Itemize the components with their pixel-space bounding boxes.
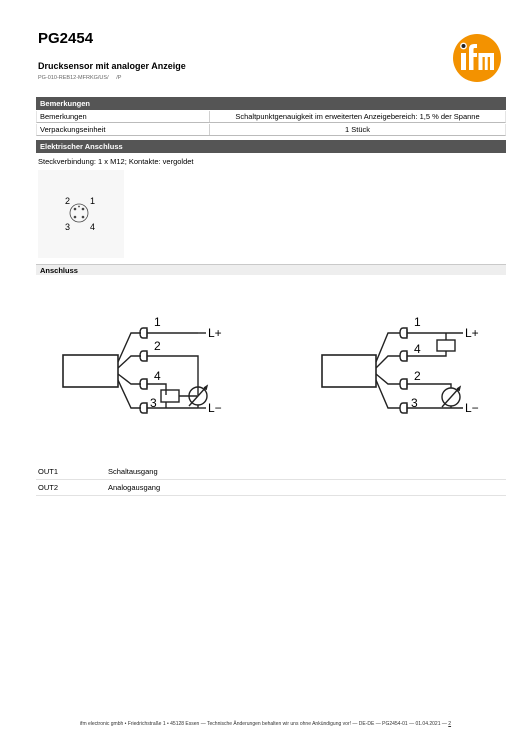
ifm-logo-icon	[452, 33, 502, 83]
wiring-header: Anschluss	[36, 264, 506, 275]
packaging-value: 1 Stück	[209, 124, 505, 135]
pin-label: 1	[90, 196, 96, 206]
connector-contact	[400, 403, 407, 413]
pin-label: 2	[65, 196, 71, 206]
article-code: PG-010-REB12-MFRKG/US/	[38, 75, 109, 81]
connection-text: Steckverbindung: 1 x M12; Kontakte: vergoldet	[38, 157, 194, 166]
pin-number: 4	[414, 342, 421, 356]
output-row	[36, 464, 506, 480]
packaging-row	[36, 124, 506, 136]
electrical-header: Elektrischer Anschluss	[36, 140, 506, 153]
article-suffix: /P	[116, 75, 122, 81]
connector-contact	[140, 379, 147, 389]
page-footer	[0, 721, 531, 727]
remarks-key: Bemerkungen	[40, 112, 87, 121]
m12-connector-diagram	[38, 170, 124, 258]
pin-label: 3	[65, 222, 71, 232]
output-description: Analogausgang	[108, 483, 161, 492]
sensor-body	[322, 355, 376, 387]
output-name: OUT1	[38, 467, 59, 476]
connector-contact	[140, 351, 147, 361]
remarks-header: Bemerkungen	[36, 97, 506, 110]
product-code: PG2454	[38, 30, 94, 47]
output-row	[36, 480, 506, 496]
wiring-diagram-left	[63, 315, 222, 415]
load-resistor	[161, 390, 179, 402]
remarks-value: Schaltpunktgenauigkeit im erweiterten Anzeigebereich: 1,5 % der Spanne	[209, 111, 505, 122]
pin-number: 1	[154, 315, 161, 329]
supply-minus-label: L−	[208, 401, 222, 415]
wiring-diagram-right	[322, 315, 479, 415]
product-subtitle: Drucksensor mit analoger Anzeige	[38, 61, 186, 71]
page-number: 2	[448, 721, 452, 727]
packaging-key: Verpackungseinheit	[40, 125, 106, 134]
wiring-diagram	[36, 300, 506, 450]
pin-label: 4	[90, 222, 96, 232]
article-line	[38, 75, 121, 81]
sensor-body	[63, 355, 118, 387]
supply-minus-label: L−	[465, 401, 479, 415]
load-resistor	[437, 340, 455, 351]
pin-number: 3	[411, 396, 418, 410]
pin-number: 4	[154, 369, 161, 383]
connector-contact	[140, 403, 147, 413]
connector-contact	[400, 328, 407, 338]
remarks-row	[36, 111, 506, 123]
pin-number: 3	[150, 396, 157, 410]
connector-contact	[400, 379, 407, 389]
connector-contact	[400, 351, 407, 361]
footer-text: ifm electronic gmbh • Friedrichstraße 1 • 45128 Essen — Technische Änderungen behalten wir uns ohne Ankündigung vor! — DE-DE — PG2454-01 — 01.04.2021 —	[79, 721, 447, 727]
output-name: OUT2	[38, 483, 59, 492]
pin-number: 1	[414, 315, 421, 329]
output-description: Schaltausgang	[108, 467, 158, 476]
pin-number: 2	[154, 339, 161, 353]
ifm-logo	[452, 33, 502, 83]
connector-contact	[140, 328, 147, 338]
supply-plus-label: L+	[465, 326, 479, 340]
supply-plus-label: L+	[208, 326, 222, 340]
pin-number: 2	[414, 369, 421, 383]
